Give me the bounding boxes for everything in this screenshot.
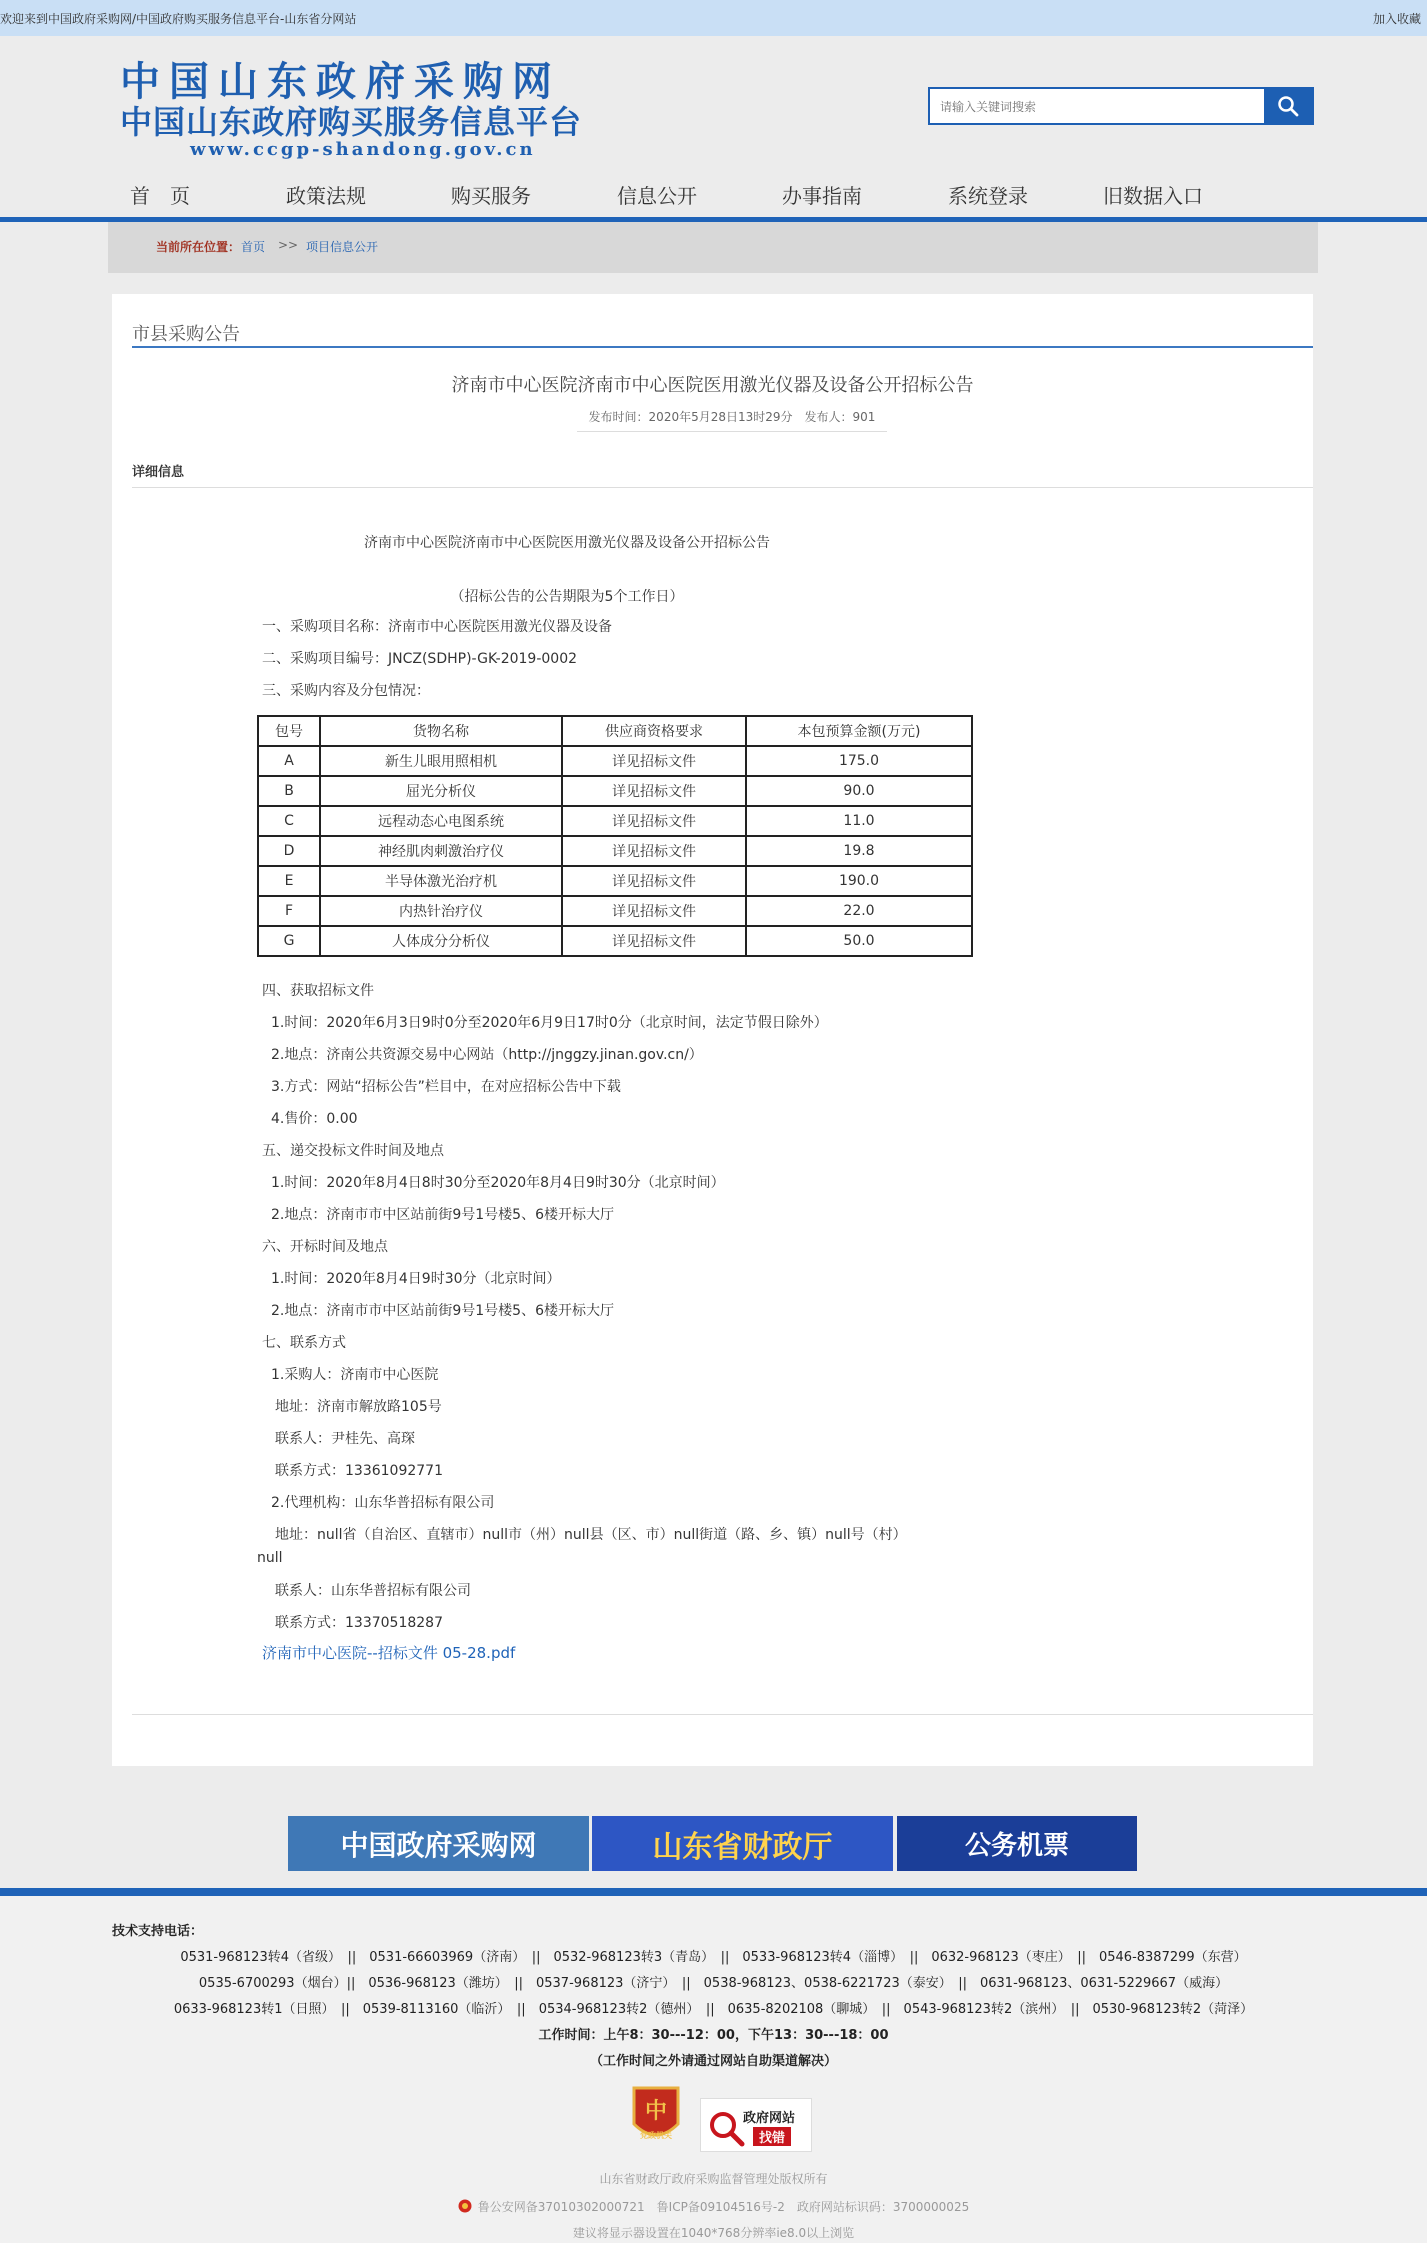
table-header-row: [258, 716, 972, 746]
table-row: [258, 926, 972, 956]
cell: G: [258, 926, 320, 956]
table-row: [258, 836, 972, 866]
cell: 22.0: [746, 896, 972, 926]
item-content: 三、采购内容及分包情况：: [262, 683, 430, 699]
section4-title: 四、获取招标文件: [262, 983, 374, 999]
cell: 详见招标文件: [562, 776, 746, 806]
site-logo[interactable]: [120, 60, 640, 160]
cell: 详见招标文件: [562, 836, 746, 866]
package-table: [257, 715, 973, 957]
cell: 内热针治疗仪: [320, 896, 562, 926]
cell: D: [258, 836, 320, 866]
purchaser: 1.采购人：济南市中心医院: [271, 1367, 439, 1383]
item-project-name: 一、采购项目名称：济南市中心医院医用激光仪器及设备: [262, 619, 612, 635]
cell: 175.0: [746, 746, 972, 776]
section-title: 市县采购公告: [132, 324, 240, 345]
cell: 190.0: [746, 866, 972, 896]
cell: 详见招标文件: [562, 896, 746, 926]
cell: 远程动态心电图系统: [320, 806, 562, 836]
section7-title: 七、联系方式: [262, 1335, 346, 1351]
gov-site-badge-bottom: 找错: [753, 2127, 791, 2146]
attachment-link[interactable]: 济南市中心医院--招标文件 05-28.pdf: [262, 1644, 516, 1662]
section5-title: 五、递交投标文件时间及地点: [262, 1143, 444, 1159]
table-row: [258, 776, 972, 806]
cell: B: [258, 776, 320, 806]
agency-address: 地址：null省（自治区、直辖市）null市（州）null县（区、市）null街道（路、乡、镇）null号（村）: [275, 1527, 907, 1543]
th-qualification: 供应商资格要求: [562, 716, 746, 746]
agency-address-cont: null: [257, 1550, 283, 1566]
section6-time: 1.时间：2020年8月4日9时30分（北京时间）: [271, 1271, 561, 1287]
table-row: [258, 896, 972, 926]
section4-place: 2.地点：济南公共资源交易中心网站（http://jnggzy.jinan.gov.cn/）: [271, 1047, 703, 1063]
copyright: 山东省财政厅政府采购监督管理处版权所有: [599, 2172, 828, 2186]
breadcrumb-home[interactable]: 首页: [241, 240, 266, 254]
working-hours-note: （工作时间之外请通过网站自助渠道解决）: [589, 2054, 837, 2069]
icp-text: 鲁公安网备37010302000721 鲁ICP备09104516号-2 政府网站标识码：3700000025: [477, 2200, 970, 2214]
magnifier-icon: [707, 2109, 745, 2147]
breadcrumb-current[interactable]: 项目信息公开: [306, 240, 379, 254]
welcome-text: 欢迎来到中国政府采购网/中国政府购买服务信息平台-山东省分网站: [0, 12, 357, 26]
search-button[interactable]: [1264, 89, 1312, 123]
section4-method: 3.方式：网站“招标公告”栏目中，在对应招标公告中下载: [271, 1079, 621, 1095]
table-row: [258, 806, 972, 836]
body-heading: 济南市中心医院济南市中心医院医用激光仪器及设备公开招标公告: [364, 535, 770, 551]
footer-divider: [0, 1888, 1427, 1896]
purchaser-address: 地址：济南市解放路105号: [275, 1399, 442, 1415]
section4-time: 1.时间：2020年6月3日9时0分至2020年6月9日17时0分（北京时间，法定节假日除外）: [271, 1015, 828, 1031]
nav-info-public[interactable]: 信息公开: [617, 184, 697, 208]
gov-site-error-badge[interactable]: [700, 2098, 812, 2152]
cell: 半导体激光治疗机: [320, 866, 562, 896]
logo-url: www.ccgp-shandong.gov.cn: [190, 139, 536, 160]
detail-divider: [132, 487, 1313, 488]
nav-old-data[interactable]: 旧数据入口: [1103, 184, 1203, 208]
section6-place: 2.地点：济南市市中区站前街9号1号楼5、6楼开标大厅: [271, 1303, 614, 1319]
banner-ccgp[interactable]: 中国政府采购网: [288, 1816, 589, 1871]
logo-line2: 中国山东政府购买服务信息平台: [120, 103, 583, 141]
nav-login[interactable]: 系统登录: [948, 184, 1028, 208]
main-nav: [108, 176, 1318, 216]
section4-price: 4.售价：0.00: [271, 1111, 358, 1127]
top-bar: [0, 0, 1427, 36]
table-row: [258, 866, 972, 896]
th-package: 包号: [258, 716, 320, 746]
add-favorite-link[interactable]: 加入收藏: [1372, 12, 1421, 26]
banner-finance-dept[interactable]: 山东省财政厅: [592, 1816, 893, 1871]
search-box: [928, 87, 1314, 125]
purchaser-contact: 联系人：尹桂先、高琛: [275, 1431, 415, 1447]
purchaser-phone: 联系方式：13361092771: [275, 1463, 443, 1479]
cell: 详见招标文件: [562, 866, 746, 896]
cell: 详见招标文件: [562, 746, 746, 776]
nav-home[interactable]: 首 页: [130, 184, 190, 208]
agency: 2.代理机构：山东华普招标有限公司: [271, 1495, 495, 1511]
icp-line: [0, 2198, 1427, 2215]
cell: 11.0: [746, 806, 972, 836]
banner-air-tickets[interactable]: 公务机票: [897, 1816, 1137, 1871]
search-icon: [1277, 95, 1299, 117]
section5-time: 1.时间：2020年8月4日8时30分至2020年8月4日9时30分（北京时间）: [271, 1175, 725, 1191]
item-project-code: 二、采购项目编号：JNCZ(SDHP)-GK-2019-0002: [262, 651, 578, 667]
cell: 神经肌肉刺激治疗仪: [320, 836, 562, 866]
nav-guide[interactable]: 办事指南: [782, 184, 862, 208]
agency-phone: 联系方式：13370518287: [275, 1615, 443, 1631]
search-input[interactable]: [938, 97, 1242, 117]
cell: E: [258, 866, 320, 896]
partner-banners: [288, 1816, 1138, 1871]
phone-line1: 0531-968123转4（省级） || 0531-66603969（济南） || 0532-968123转3（青岛） || 0533-968123转4（淄博） || 0632-968123（枣庄） || 0546-8387299（东营）: [180, 1950, 1247, 1965]
gov-site-badge-top: 政府网站: [743, 2111, 796, 2126]
breadcrumb-label: 当前所在位置：: [156, 240, 241, 254]
section5-place: 2.地点：济南市市中区站前街9号1号楼5、6楼开标大厅: [271, 1207, 614, 1223]
phone-line3: 0633-968123转1（日照） || 0539-8113160（临沂） || 0534-968123转2（德州） || 0635-8202108（聊城） || 0543-968123转2（滨州） || 0530-968123转2（菏泽）: [173, 2002, 1254, 2017]
working-hours: 工作时间：上午8：30---12：00，下午13：30---18：00: [538, 2028, 889, 2043]
cell: 人体成分分析仪: [320, 926, 562, 956]
party-gov-badge-text: 党政机关: [640, 2131, 672, 2140]
cell: A: [258, 746, 320, 776]
body-period: （招标公告的公告期限为5个工作日）: [450, 589, 684, 605]
svg-text:中: 中: [644, 2099, 668, 2124]
content-panel: [112, 294, 1313, 1766]
cell: F: [258, 896, 320, 926]
cell: 屈光分析仪: [320, 776, 562, 806]
tech-support-label: 技术支持电话：: [112, 1924, 204, 1939]
nav-policy[interactable]: 政策法规: [286, 184, 366, 208]
party-gov-badge[interactable]: [630, 2084, 682, 2146]
cell: 详见招标文件: [562, 806, 746, 836]
agency-contact: 联系人：山东华普招标有限公司: [275, 1583, 471, 1599]
cell: C: [258, 806, 320, 836]
section-divider: [132, 346, 1313, 348]
police-badge-icon: [458, 2199, 472, 2213]
breadcrumb: [108, 222, 1318, 273]
cell: 19.8: [746, 836, 972, 866]
cell: 90.0: [746, 776, 972, 806]
table-row: [258, 746, 972, 776]
detail-label: 详细信息: [132, 465, 185, 480]
article-meta: 发布时间：2020年5月28日13时29分 发布人：901: [577, 408, 887, 432]
th-budget: 本包预算金额(万元): [746, 716, 972, 746]
nav-purchase-service[interactable]: 购买服务: [451, 184, 531, 208]
section6-title: 六、开标时间及地点: [262, 1239, 388, 1255]
resolution-note: 建议将显示器设置在1040*768分辨率ie8.0以上浏览: [572, 2226, 855, 2240]
article-title: 济南市中心医院济南市中心医院医用激光仪器及设备公开招标公告: [451, 375, 974, 396]
content-bottom-divider: [132, 1714, 1313, 1715]
th-goods: 货物名称: [320, 716, 562, 746]
cell: 详见招标文件: [562, 926, 746, 956]
logo-line1: 中国山东政府采购网: [120, 58, 561, 105]
cell: 新生儿眼用照相机: [320, 746, 562, 776]
cell: 50.0: [746, 926, 972, 956]
footer: [0, 1896, 1427, 2243]
phone-line2: 0535-6700293（烟台）|| 0536-968123（潍坊） || 0537-968123（济宁） || 0538-968123、0538-6221723（泰安） || 0631-968123、0631-5229667（威海）: [198, 1976, 1229, 1991]
breadcrumb-separator: >>: [278, 238, 299, 252]
